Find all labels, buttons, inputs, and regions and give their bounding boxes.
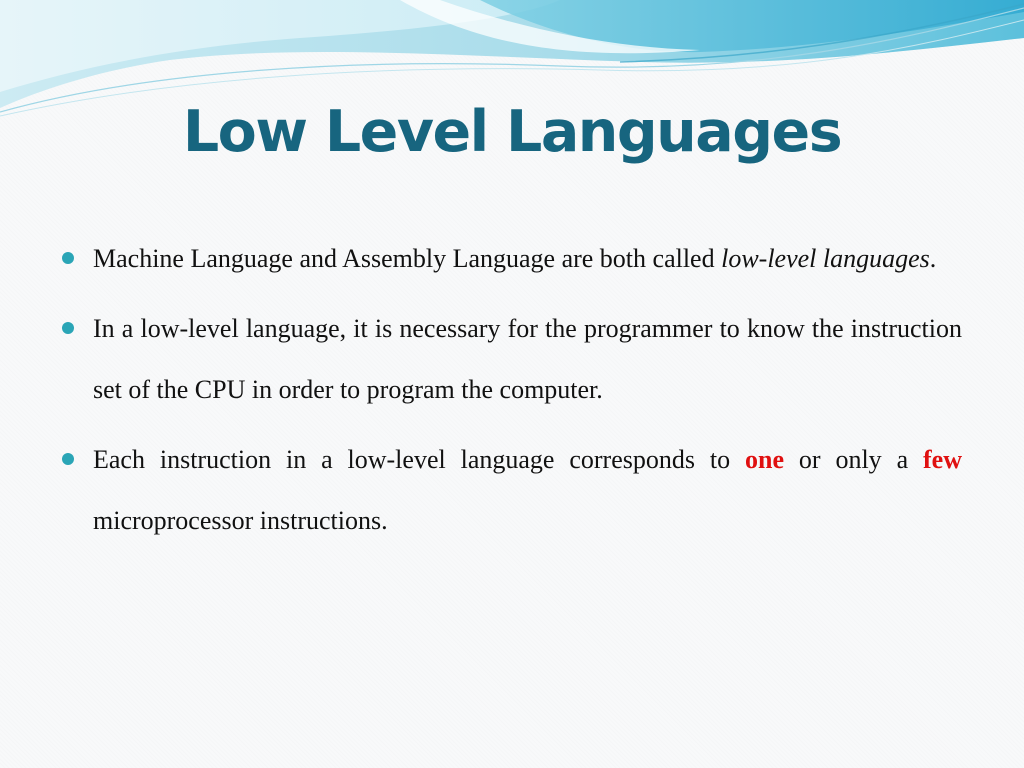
bullet-item-instruction-set: [62, 298, 962, 421]
bullet-text-end: microprocessor instructions.: [93, 506, 388, 535]
bullet-text-mid: or only a: [784, 444, 924, 474]
highlight-one: one: [745, 444, 784, 474]
bullet-item-instruction-mapping: [62, 429, 962, 552]
highlight-few: few: [923, 444, 962, 474]
bullet-marker-icon: [62, 453, 74, 465]
bullet-text-end: .: [929, 244, 937, 273]
bullet-list: [62, 228, 962, 560]
bullet-text: In a low-level language, it is necessary for the programmer to know the instruction set of the CPU in order to program the computer.: [93, 313, 962, 404]
bullet-marker-icon: [62, 252, 74, 264]
bullet-item-low-level-definition: [62, 228, 962, 290]
bullet-text: Each instruction in a low-level language corresponds to: [93, 444, 745, 474]
emphasized-term: low-level languages: [721, 244, 930, 273]
bullet-marker-icon: [62, 322, 74, 334]
slide-title: Low Level Languages: [182, 99, 842, 165]
bullet-text: Machine Language and Assembly Language are both called: [93, 244, 722, 273]
